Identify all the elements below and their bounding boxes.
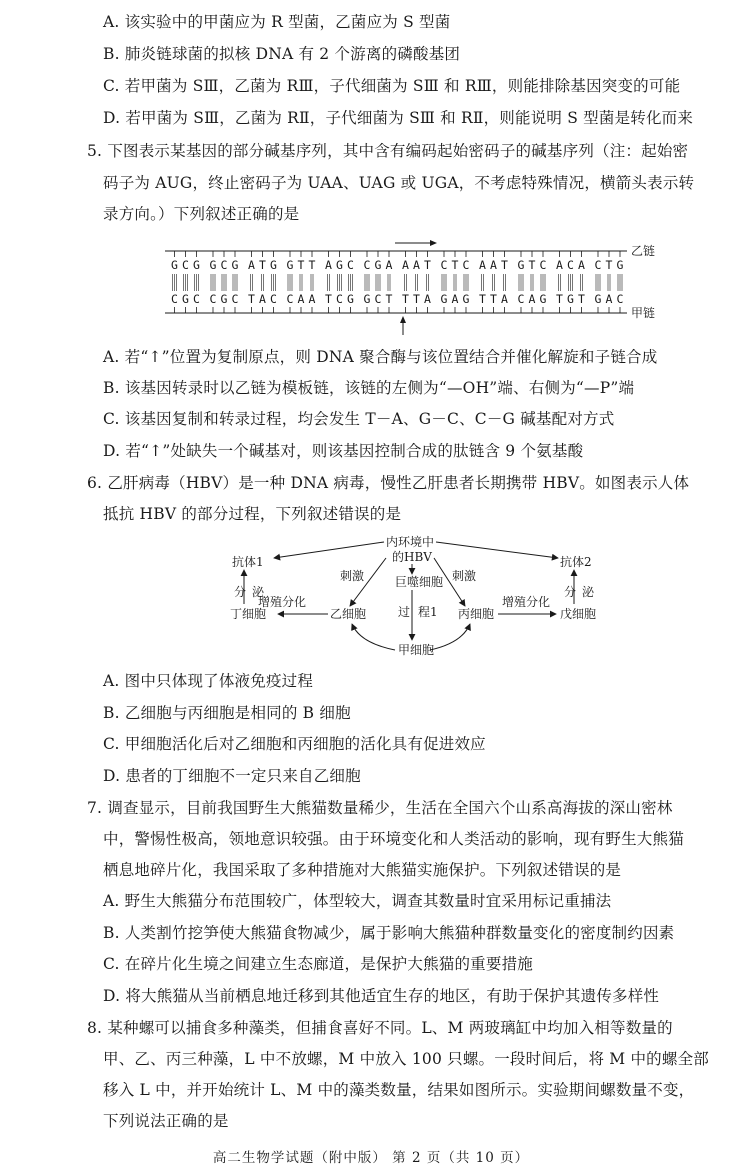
process-label-2: 程1 (418, 605, 438, 619)
q6-option-a: A. 图中只体现了体液免疫过程 (103, 672, 314, 690)
bottom-base: T (556, 292, 563, 306)
q7-option-d: D. 将大熊猫从当前栖息地迁移到其他适宜生存的地区，有助于保护其遗传多样性 (103, 987, 660, 1005)
top-base: C (594, 258, 602, 272)
top-base: G (336, 258, 343, 272)
cell-bing-label: 丙细胞 (458, 607, 495, 621)
bottom-base: C (336, 292, 343, 306)
bottom-base: T (490, 292, 497, 306)
q6-stem-line-1: 6. 乙肝病毒（HBV）是一种 DNA 病毒，慢性乙肝患者长期携带 HBV。如图表示人体 (87, 474, 690, 492)
q6-option-c: C. 甲细胞活化后对乙细胞和丙细胞的活化具有促进效应 (103, 735, 486, 753)
q8-stem-line-3: 移入 L 中，并开始统计 L、M 中的藻类数量，结果如图所示。实验期间螺数量不变， (103, 1081, 695, 1099)
q7-option-c: C. 在碎片化生境之间建立生态廊道，是保护大熊猫的重要措施 (103, 955, 533, 973)
top-base: G (171, 258, 178, 272)
bottom-base: C (209, 292, 217, 306)
secrete-right-2: 泌 (582, 585, 595, 599)
top-base: A (248, 258, 255, 272)
cell-yi-label: 乙细胞 (330, 607, 367, 621)
immune-process-diagram (190, 528, 610, 666)
bottom-base: A (528, 292, 536, 306)
q7-stem-line-1: 7. 调查显示，目前我国野生大熊猫数量稀少，生活在全国六个山系高海拔的深山密林 (87, 799, 673, 817)
top-base: G (231, 258, 239, 272)
bottom-base: G (567, 292, 574, 306)
bottom-base: T (325, 292, 332, 306)
top-base: T (297, 258, 305, 272)
top-base: A (479, 258, 486, 272)
dna-sequence-diagram (165, 243, 665, 337)
bottom-base: G (182, 292, 189, 306)
q7-stem-line-3: 栖息地碎片化，我国采取了多种措施对大熊猫实施保护。下列叙述错误的是 (103, 861, 622, 879)
q8-stem-line-4: 下列说法正确的是 (103, 1112, 229, 1130)
top-base: A (385, 258, 393, 272)
q8-stem-line-2: 甲、乙、丙三种藻，L 中不放螺，M 中放入 100 只螺。一段时间后，将 M 中的螺全部 (103, 1050, 709, 1068)
q5-option-d: D. 若“↑”处缺失一个碱基对，则该基因控制合成的肽链含 9 个氨基酸 (103, 442, 584, 460)
top-base: G (286, 258, 294, 272)
top-base: T (528, 258, 536, 272)
q7-stem-line-2: 中，警惕性极高，领地意识较强。由于环境变化和人类活动的影响，现有野生大熊猫 (103, 830, 684, 848)
q7-option-b: B. 人类割竹挖笋使大熊猫食物减少，属于影响大熊猫种群数量变化的密度制约因素 (103, 924, 675, 942)
bottom-base: A (259, 292, 266, 306)
top-base: G (517, 258, 525, 272)
q5-option-a: A. 若“↑”位置为复制原点，则 DNA 聚合酶与该位置结合并催化解旋和子链合成 (103, 348, 658, 366)
prolif-left-label: 增殖分化 (258, 595, 307, 609)
bottom-base: G (440, 292, 448, 306)
bottom-base: C (231, 292, 239, 306)
secrete-right-1: 分 (564, 585, 577, 599)
bottom-base: C (270, 292, 277, 306)
top-base: C (363, 258, 371, 272)
secrete-left-1: 分 (234, 585, 247, 599)
top-base: A (578, 258, 585, 272)
bottom-base: C (374, 292, 382, 306)
hbv-label: 的HBV (392, 550, 432, 564)
top-base: C (347, 258, 354, 272)
bottom-base: A (308, 292, 316, 306)
internal-env-label: 内环境中 (386, 535, 435, 549)
bottom-base: T (385, 292, 393, 306)
antibody2-label: 抗体2 (560, 555, 592, 569)
top-base: T (605, 258, 613, 272)
prolif-right-label: 增殖分化 (502, 595, 551, 609)
q6-stem-line-2: 抵抗 HBV 的部分过程，下列叙述错误的是 (103, 505, 402, 523)
bottom-base: C (171, 292, 178, 306)
bottom-base: G (539, 292, 547, 306)
bottom-base: A (451, 292, 459, 306)
q5-stem-line-2: 码子为 AUG，终止密码子为 UAA、UAG 或 UGA，不考虑特殊情况，横箭头表示转 (103, 174, 695, 192)
top-base: A (490, 258, 497, 272)
top-base: T (501, 258, 508, 272)
top-base: C (440, 258, 448, 272)
top-base: C (220, 258, 228, 272)
bottom-base: T (248, 292, 255, 306)
q6-option-b: B. 乙细胞与丙细胞是相同的 B 细胞 (103, 704, 351, 722)
bottom-base: C (616, 292, 624, 306)
top-base: A (556, 258, 563, 272)
page-footer: 高二生物学试题（附中版） 第 2 页（共 10 页） (212, 1150, 530, 1166)
q7-option-a: A. 野生大熊猫分布范围较广，体型较大，调查其数量时宜采用标记重捕法 (103, 892, 612, 910)
process-label-1: 过 (398, 605, 411, 619)
antibody1-label: 抗体1 (232, 555, 264, 569)
bottom-base: T (413, 292, 420, 306)
q4-option-c: C. 若甲菌为 SⅢ，乙菌为 RⅢ，子代细菌为 SⅢ 和 RⅢ，则能排除基因突变的可能 (103, 77, 681, 95)
top-base: A (413, 258, 420, 272)
q4-option-d: D. 若甲菌为 SⅢ，乙菌为 RⅡ，子代细菌为 SⅢ 和 RⅡ，则能说明 S 型菌是转化而来 (103, 109, 694, 127)
bottom-base: A (605, 292, 613, 306)
bottom-base: T (578, 292, 585, 306)
cell-wu-label: 戊细胞 (560, 607, 597, 621)
top-base: C (462, 258, 470, 272)
cell-jia-label: 甲细胞 (398, 643, 435, 657)
up-arrow-head-icon (400, 316, 406, 323)
bottom-base: A (297, 292, 305, 306)
bottom-base: T (402, 292, 409, 306)
top-base: C (567, 258, 574, 272)
top-base: A (325, 258, 332, 272)
q5-option-b: B. 该基因转录时以乙链为模板链，该链的左侧为“—OH”端、右侧为“—P”端 (103, 379, 635, 397)
stimulate-right-label: 刺激 (452, 569, 477, 583)
top-base: T (308, 258, 316, 272)
top-base: C (539, 258, 547, 272)
bottom-base: C (517, 292, 525, 306)
bottom-base: C (286, 292, 294, 306)
q5-stem-line-1: 5. 下图表示某基因的部分碱基序列，其中含有编码起始密码子的碱基序列（注：起始密 (87, 142, 689, 160)
top-base: A (402, 258, 409, 272)
top-base: G (374, 258, 382, 272)
bottom-base: C (193, 292, 200, 306)
bottom-base: G (462, 292, 470, 306)
q5-stem-line-3: 录方向。）下列叙述正确的是 (103, 205, 300, 223)
q4-option-a: A. 该实验中的甲菌应为 R 型菌，乙菌应为 S 型菌 (103, 13, 451, 31)
q8-stem-line-1: 8. 某种螺可以捕食多种藻类，但捕食喜好不同。L、M 两玻璃缸中均加入相等数量的 (87, 1019, 673, 1037)
top-base: T (451, 258, 459, 272)
q5-option-c: C. 该基因复制和转录过程，均会发生 T－A、G－C、C－G 碱基配对方式 (103, 410, 615, 428)
bottom-strand-label: 甲链 (631, 306, 656, 320)
bottom-base: A (501, 292, 508, 306)
bottom-base: T (479, 292, 486, 306)
bottom-base: G (594, 292, 602, 306)
top-base: C (182, 258, 189, 272)
top-base: T (259, 258, 266, 272)
top-base: G (270, 258, 277, 272)
cell-ding-label: 丁细胞 (230, 607, 267, 621)
bottom-base: G (220, 292, 228, 306)
stimulate-left-label: 刺激 (340, 569, 365, 583)
q4-option-b: B. 肺炎链球菌的拟核 DNA 有 2 个游离的磷酸基团 (103, 45, 461, 63)
bottom-base: G (347, 292, 354, 306)
transcription-arrow-icon (430, 240, 437, 246)
macrophage-label: 巨噬细胞 (395, 575, 444, 589)
top-base: T (424, 258, 431, 272)
secrete-left-2: 泌 (252, 585, 265, 599)
top-base: G (616, 258, 624, 272)
top-base: G (193, 258, 200, 272)
q6-option-d: D. 患者的丁细胞不一定只来自乙细胞 (103, 767, 361, 785)
bottom-base: A (424, 292, 431, 306)
bottom-base: G (363, 292, 371, 306)
top-base: G (209, 258, 217, 272)
top-strand-label: 乙链 (631, 244, 656, 258)
